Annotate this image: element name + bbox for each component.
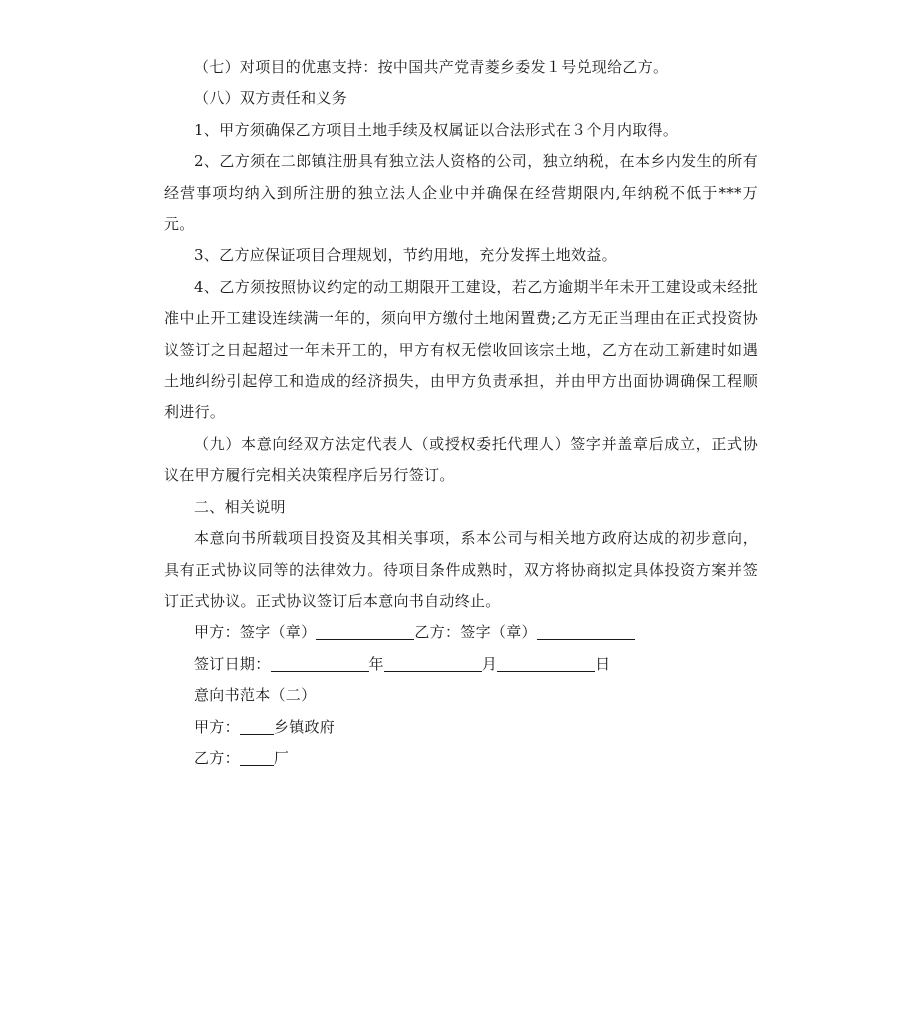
party-b-signature-blank (537, 621, 635, 640)
heading-responsibilities: （八）双方责任和义务 (194, 89, 348, 108)
party-a-signature-blank (316, 621, 414, 640)
party-a-suffix: 乡镇政府 (273, 717, 336, 736)
signature-line (164, 617, 758, 648)
paragraph-preferential-support: （七）对项目的优惠支持：按中国共产党青菱乡委发１号兑现给乙方。 (194, 58, 669, 76)
sample-title: 意向书范本（二） (194, 686, 317, 705)
party-a-signature-label: 甲方：签字（章） (194, 623, 317, 642)
paragraph-related-notes: 本意向书所载项目投资及其相关事项，系本公司与相关地方政府达成的初步意向，具有正式协议同等的法律效力。待项目条件成熟时，双方将协商拟定具体投资方案并签订正式协议。正式协议签订后本意向书自动终止。 (164, 529, 758, 610)
clause-3: 3、乙方应保证项目合理规划，节约用地，充分发挥土地效益。 (194, 246, 617, 265)
heading-related-notes: 二、相关说明 (194, 497, 286, 516)
party-a-label: 甲方： (194, 717, 240, 736)
clause-4: 4、乙方须按照协议约定的动工期限开工建设，若乙方逾期半年未开工建设或未经批准中止开工建设连续满一年的，须向甲方缴付土地闲置费;乙方无正当理由在正式投资协议签订之日起超过一年未开工的，甲方有权无偿收回该宗土地，乙方在动工新建时如遇土地纠纷引起停工和造成的经济损失，由甲方负责承担，并由甲方出面协调确保工程顺利进行。 (164, 277, 758, 422)
year-blank (271, 653, 369, 672)
clause-2: 2、乙方须在二郎镇注册具有独立法人资格的公司，独立纳税，在本乡内发生的所有经营事项均纳入到所注册的独立法人企业中并确保在经营期限内,年纳税不低于***万元。 (164, 152, 758, 234)
party-b-label: 乙方： (194, 748, 240, 767)
party-a-line (164, 712, 758, 743)
clause-establishment: （九）本意向经双方法定代表人（或授权委托代理人）签字并盖章后成立，正式协议在甲方履行完相关决策程序后另行签订。 (164, 434, 758, 485)
party-a-blank (240, 716, 274, 735)
party-b-line (164, 743, 758, 774)
date-label: 签订日期： (194, 654, 271, 673)
party-b-blank (240, 747, 274, 766)
document-body (164, 52, 758, 774)
month-blank (384, 653, 482, 672)
year-label: 年 (368, 654, 384, 673)
clause-1: 1、甲方须确保乙方项目土地手续及权属证以合法形式在３个月内取得。 (194, 120, 679, 139)
party-b-signature-label: 乙方：签字（章） (414, 623, 537, 642)
month-label: 月 (481, 654, 498, 673)
day-label: 日 (595, 654, 611, 673)
day-blank (497, 653, 595, 672)
party-b-suffix: 厂 (273, 748, 290, 767)
date-line (164, 649, 758, 680)
